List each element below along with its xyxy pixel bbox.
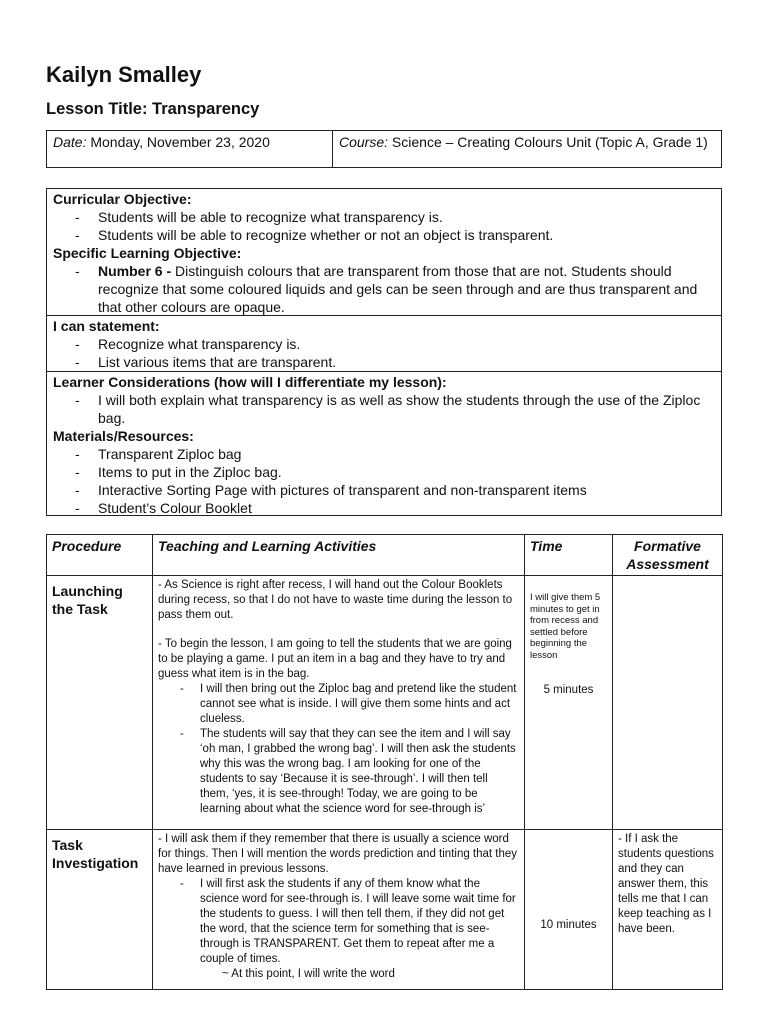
course-label: Course: <box>339 134 389 150</box>
header-time: Time <box>525 535 613 576</box>
procedure-table <box>46 534 723 990</box>
list-item: - Transparent Ziploc bag <box>75 446 242 462</box>
lesson-title: Lesson Title: Transparency <box>46 100 260 118</box>
table-row <box>47 576 723 830</box>
specific-bold: Number 6 - <box>98 263 172 279</box>
list-item: - Recognize what transparency is. <box>75 336 301 352</box>
course-cell <box>333 131 721 167</box>
table-header-row <box>47 535 723 576</box>
materials-heading: Materials/Resources: <box>53 428 194 444</box>
date-label: Date: <box>53 134 87 150</box>
learner-section <box>47 371 721 519</box>
time-note: I will give them 5 minutes to get in from recess and settled before beginning the lesson <box>530 592 601 661</box>
time-investigation <box>525 830 613 990</box>
time-launching <box>525 576 613 830</box>
date-value: Monday, November 23, 2020 <box>90 134 270 150</box>
date-cell <box>47 131 333 167</box>
list-item: - List various items that are transparent. <box>75 354 337 370</box>
list-item: - Students will be able to recognize whether or not an object is transparent. <box>75 227 554 243</box>
stage-investigation: Task Investigation <box>47 830 153 990</box>
header-assessment: Formative Assessment <box>613 535 723 576</box>
activities-launching: - As Science is right after recess, I will hand out the Colour Booklets during recess, so that I do not have to waste time during the lesson to pass them out. - To begin the lesson, I am going to tell the students that we are going to be playing a game. I put an item in a bag and they have to try and guess what item is in the bag. - I will then bring out the Ziploc bag and pretend like the student cannot see what is inside. I will give them some hints and act clueless. - The students will say that they can see the item and I will say ‘oh man, I grabbed the wrong bag’. I will then ask the students why this was the wrong bag. I am looking for one of the students to say ‘Because it is see-through’. I will then tell them, ‘yes, it is see-through! Today, we are going to be learning about what the science word for see-through is’ <box>153 576 525 830</box>
stage-launching: Launching the Task <box>47 576 153 830</box>
list-item: - Number 6 - Distinguish colours that are transparent from those that are not. Students should recognize that some coloured liquids and gels can be seen through and are thus transparent and that other colours are opaque. <box>75 263 698 315</box>
learner-heading: Learner Considerations (how will I differentiate my lesson): <box>53 374 447 390</box>
course-value: Science – Creating Colours Unit (Topic A, Grade 1) <box>391 134 708 150</box>
list-item: - Students will be able to recognize what transparency is. <box>75 209 443 225</box>
ican-heading: I can statement: <box>53 318 160 334</box>
table-row <box>47 830 723 990</box>
objectives-section <box>47 189 721 315</box>
header-activities: Teaching and Learning Activities <box>153 535 525 576</box>
list-item: - Student’s Colour Booklet <box>75 500 252 516</box>
assessment-investigation: - If I ask the students questions and they can answer them, this tells me that I can keep teaching as I have been. <box>613 830 723 990</box>
author-name: Kailyn Smalley <box>46 62 202 87</box>
specific-heading: Specific Learning Objective: <box>53 245 242 261</box>
date-course-box <box>46 130 722 168</box>
curricular-heading: Curricular Objective: <box>53 191 192 207</box>
list-item: - Items to put in the Ziploc bag. <box>75 464 282 480</box>
activities-investigation: - I will ask them if they remember that there is usually a science word for things. Then I will mention the words prediction and tinting that they have learned in previous lessons. - I will first ask the students if any of them know what the science word for see-through is. I will leave some wait time for the students to guess. I will then tell them, if they did not get the word, that the science term for something that is see-through is TRANSPARENT. Get them to repeat after me a couple of times. ~ At this point, I will write the word <box>153 830 525 990</box>
time-value: 10 minutes <box>540 919 597 931</box>
assessment-launching <box>613 576 723 830</box>
time-value: 5 minutes <box>543 684 594 696</box>
list-item: - Interactive Sorting Page with pictures of transparent and non-transparent items <box>75 482 587 498</box>
list-item: - I will both explain what transparency is as well as show the students through the use of the Ziploc bag. <box>75 392 701 426</box>
specific-text: Distinguish colours that are transparent from those that are not. Students should recognize that some coloured liquids and gels can be seen through and are thus transparent and that other colours are opaque. <box>98 263 698 315</box>
header-procedure: Procedure <box>47 535 153 576</box>
ican-section <box>47 315 721 371</box>
objectives-box <box>46 188 722 516</box>
